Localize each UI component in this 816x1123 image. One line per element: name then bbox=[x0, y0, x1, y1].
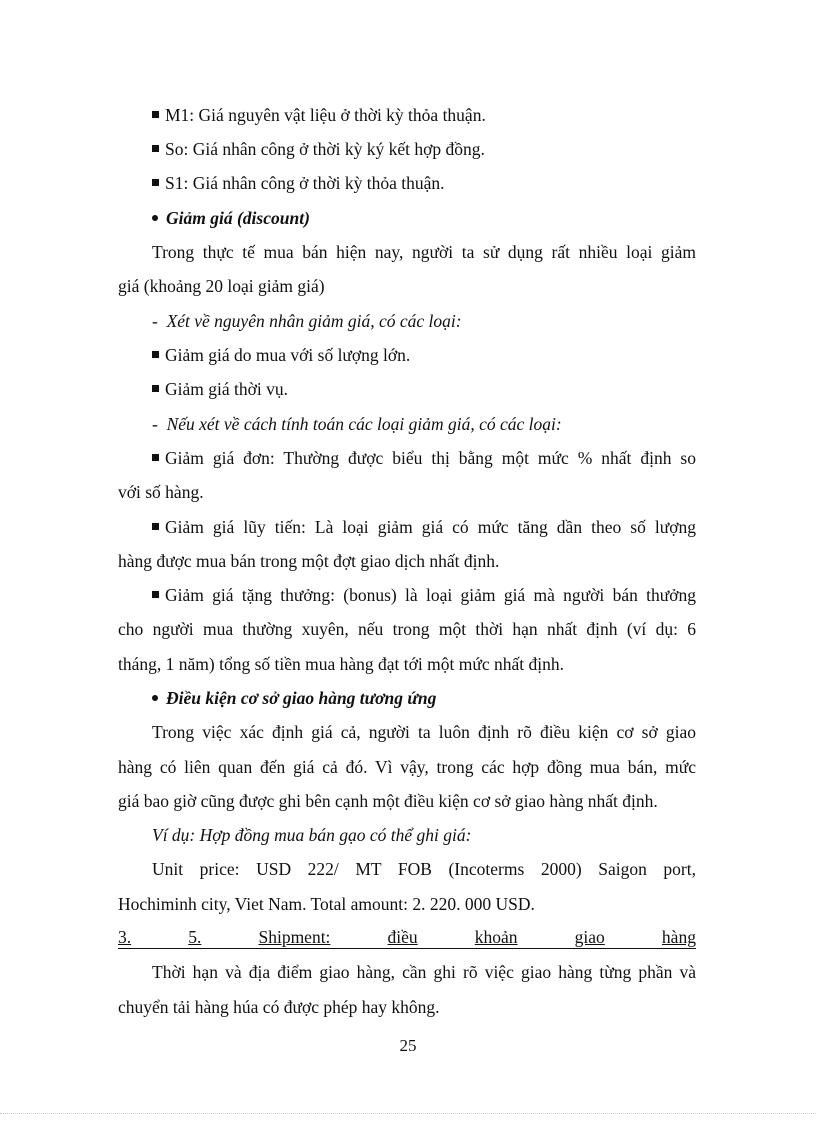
bullet-line bbox=[152, 137, 732, 161]
section-heading-delivery bbox=[152, 686, 732, 710]
bullet-line bbox=[152, 583, 696, 607]
square-bullet-icon bbox=[152, 179, 159, 186]
square-bullet-icon bbox=[152, 385, 159, 392]
paragraph-line: hàng có liên quan đến giá cả đó. Vì vậy, trong các hợp đồng mua bán, mức bbox=[118, 757, 696, 777]
square-bullet-icon bbox=[152, 591, 159, 598]
paragraph-line: Trong việc xác định giá cả, người ta luôn định rõ điều kiện cơ sở giao bbox=[152, 722, 696, 742]
heading-text: Điều kiện cơ sở giao hàng tương ứng bbox=[166, 688, 437, 708]
bullet-line bbox=[152, 377, 732, 401]
bullet-text: S1: Giá nhân công ở thời kỳ thỏa thuận. bbox=[165, 173, 445, 193]
footer-divider bbox=[0, 1113, 816, 1114]
square-bullet-icon bbox=[152, 523, 159, 530]
paragraph-line: chuyển tải hàng húa có được phép hay không. bbox=[118, 997, 440, 1017]
italic-subheading bbox=[152, 309, 732, 333]
bullet-line bbox=[152, 515, 696, 539]
dash-marker: - bbox=[152, 414, 167, 434]
bullet-line bbox=[152, 446, 696, 470]
bullet-line bbox=[152, 103, 732, 127]
square-bullet-icon bbox=[152, 351, 159, 358]
dash-marker: - bbox=[152, 311, 167, 331]
round-bullet-icon bbox=[152, 695, 158, 701]
shipment-heading bbox=[118, 926, 696, 949]
paragraph-line: Hochiminh city, Viet Nam. Total amount: 2. 220. 000 USD. bbox=[118, 894, 535, 914]
square-bullet-icon bbox=[152, 111, 159, 118]
shipment-word: 3. bbox=[118, 927, 132, 947]
bullet-text: So: Giá nhân công ở thời kỳ ký kết hợp đồng. bbox=[165, 139, 485, 159]
square-bullet-icon bbox=[152, 454, 159, 461]
italic-subheading bbox=[152, 412, 732, 436]
heading-text: Giảm giá (discount) bbox=[166, 208, 310, 228]
paragraph-line: cho người mua thường xuyên, nếu trong một thời hạn nhất định (ví dụ: 6 bbox=[118, 619, 696, 639]
shipment-word: Shipment: bbox=[258, 927, 331, 947]
section-heading-discount bbox=[152, 206, 732, 230]
bullet-line bbox=[152, 171, 732, 195]
paragraph-line: Trong thực tế mua bán hiện nay, người ta sử dụng rất nhiều loại giảm bbox=[152, 242, 696, 262]
shipment-word: khoản bbox=[474, 927, 518, 947]
bullet-text: M1: Giá nguyên vật liệu ở thời kỳ thỏa thuận. bbox=[165, 105, 486, 125]
shipment-word: điều bbox=[387, 927, 418, 947]
bullet-text: Giảm giá lũy tiến: Là loại giảm giá có mức tăng dần theo số lượng bbox=[165, 517, 696, 537]
paragraph-line: giá (khoảng 20 loại giảm giá) bbox=[118, 276, 325, 296]
paragraph-line: Thời hạn và địa điểm giao hàng, cần ghi rõ việc giao hàng từng phần và bbox=[152, 962, 696, 982]
paragraph-line: hàng được mua bán trong một đợt giao dịch nhất định. bbox=[118, 551, 500, 571]
shipment-word: giao bbox=[574, 927, 605, 947]
bullet-text: Giảm giá do mua với số lượng lớn. bbox=[165, 345, 411, 365]
bullet-line bbox=[152, 343, 732, 367]
paragraph-line: Unit price: USD 222/ MT FOB (Incoterms 2000) Saigon port, bbox=[152, 859, 696, 879]
page-number: 25 bbox=[399, 1036, 417, 1055]
example-line: Ví dụ: Hợp đồng mua bán gạo có thể ghi giá: bbox=[152, 825, 472, 845]
italic-text: Nếu xét về cách tính toán các loại giảm giá, có các loại: bbox=[166, 414, 562, 434]
shipment-word: hàng bbox=[661, 927, 696, 947]
shipment-word: 5. bbox=[188, 927, 202, 947]
round-bullet-icon bbox=[152, 215, 158, 221]
bullet-text: Giảm giá thời vụ. bbox=[165, 379, 288, 399]
paragraph-line: giá bao giờ cũng được ghi bên cạnh một điều kiện cơ sở giao hàng nhất định. bbox=[118, 791, 658, 811]
bullet-text: Giảm giá tặng thưởng: (bonus) là loại giảm giá mà người bán thưởng bbox=[165, 585, 696, 605]
square-bullet-icon bbox=[152, 145, 159, 152]
paragraph-line: tháng, 1 năm) tổng số tiền mua hàng đạt tới một mức nhất định. bbox=[118, 654, 564, 674]
italic-text: Xét về nguyên nhân giảm giá, có các loại: bbox=[166, 311, 462, 331]
paragraph-line: với số hàng. bbox=[118, 482, 204, 502]
bullet-text: Giảm giá đơn: Thường được biểu thị bằng một mức % nhất định so bbox=[165, 448, 696, 468]
